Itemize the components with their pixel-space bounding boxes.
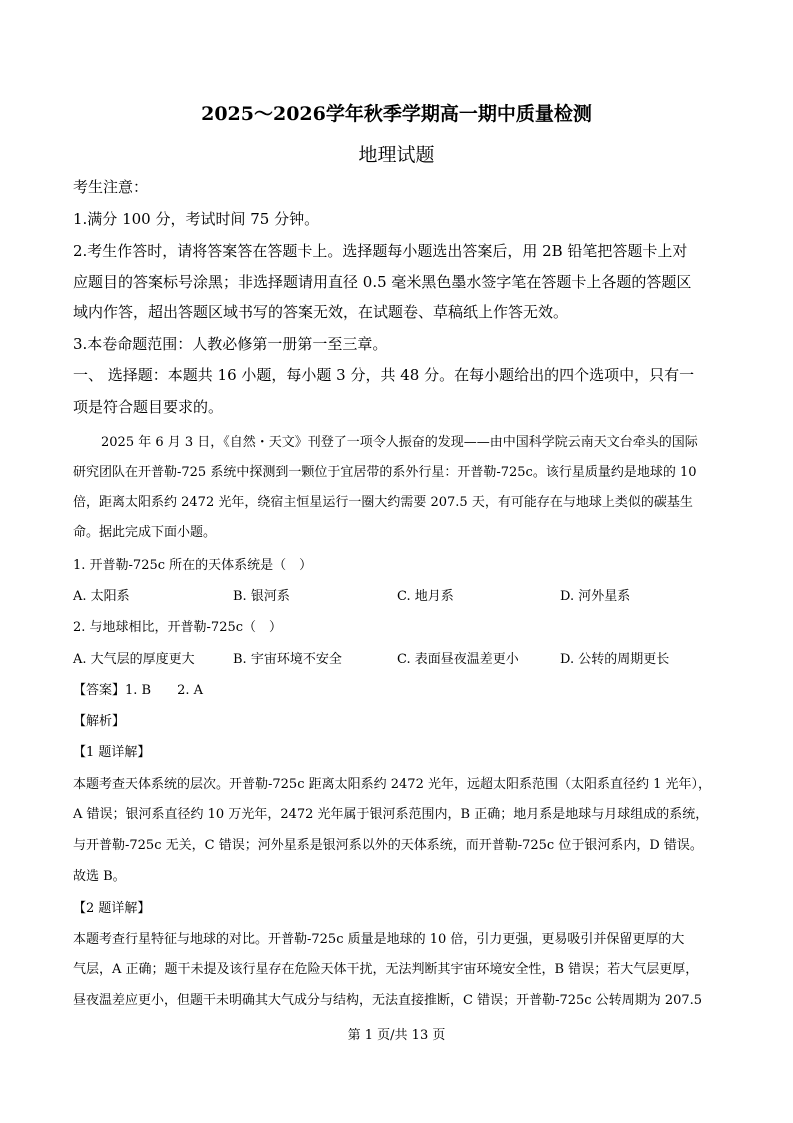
question-2-option-d: D. 公转的周期更长	[560, 652, 670, 667]
question-2-stem: 2. 与地球相比，开普勒-725c（ ）	[73, 620, 283, 635]
notice-item-2-line-3: 域内作答，超出答题区域书写的答案无效，在试题卷、草稿纸上作答无效。	[73, 303, 569, 321]
notice-item-2-line-2: 应题目的答案标号涂黑；非选择题请用直径 0.5 毫米黑色墨水签字笔在答题卡上各题的答题区	[73, 273, 692, 291]
analysis-label: 【解析】	[73, 714, 126, 729]
answer-values: 1. B 2. A	[125, 683, 204, 698]
detail-2-heading: 【2 题详解】	[73, 901, 151, 916]
question-1-option-b: B. 银河系	[233, 589, 290, 604]
passage-line-2: 研究团队在开普勒-725 系统中探测到一颗位于宜居带的系外行星：开普勒-725c。该行星质量约是地球的 10	[73, 465, 697, 480]
notice-item-2-line-1: 2.考生作答时，请将答案答在答题卡上。选择题每小题选出答案后，用 2B 铅笔把答题卡上对	[73, 242, 688, 260]
detail-2-line-3: 昼夜温差应更小，但题干未明确其大气成分与结构，无法直接推断，C 错误；开普勒-725c 公转周期为 207.5	[73, 993, 703, 1008]
detail-2-line-2: 气层，A 正确；题干未提及该行星存在危险天体干扰，无法判断其宇宙环境安全性，B 错误；若大气层更厚，	[73, 962, 699, 977]
question-1-stem: 1. 开普勒-725c 所在的天体系统是（ ）	[73, 558, 313, 573]
detail-1-line-2: A 错误；银河系直径约 10 万光年，2472 光年属于银河系范围内，B 正确；地月系是地球与月球组成的系统，	[73, 807, 709, 822]
answer-label: 【答案】	[73, 683, 126, 698]
exam-title: 2025～2026学年秋季学期高一期中质量检测	[201, 103, 592, 125]
question-2-option-c: C. 表面昼夜温差更小	[397, 652, 519, 667]
detail-1-line-4: 故选 B。	[73, 869, 126, 884]
section-heading-line-2: 项是符合题目要求的。	[73, 398, 224, 416]
notice-heading: 考生注意：	[73, 178, 149, 196]
notice-item-3: 3.本卷命题范围：人教必修第一册第一至三章。	[73, 335, 388, 353]
question-2-option-a: A. 大气层的厚度更大	[73, 652, 195, 667]
detail-2-line-1: 本题考查行星特征与地球的对比。开普勒-725c 质量是地球的 10 倍，引力更强，更易吸引并保留更厚的大	[73, 932, 685, 947]
answer-row	[73, 679, 203, 698]
question-1-option-d: D. 河外星系	[560, 589, 631, 604]
passage-line-3: 倍，距离太阳系约 2472 光年，绕宿主恒星运行一圈大约需要 207.5 天，有可能存在与地球上类似的碳基生	[73, 495, 693, 510]
question-2-option-b: B. 宇宙环境不安全	[233, 652, 342, 667]
question-1-option-c: C. 地月系	[397, 589, 454, 604]
passage-line-4: 命。据此完成下面小题。	[73, 525, 217, 540]
page-footer: 第 1 页/共 13 页	[347, 1028, 446, 1043]
subject-title: 地理试题	[358, 144, 435, 166]
detail-1-line-1: 本题考查天体系统的层次。开普勒-725c 距离太阳系约 2472 光年，远超太阳系范围（太阳系直径约 1 光年），	[73, 777, 712, 792]
detail-1-heading: 【1 题详解】	[73, 745, 151, 760]
detail-1-line-3: 与开普勒-725c 无关，C 错误；河外星系是银河系以外的天体系统，而开普勒-725c 位于银河系内，D 错误。	[73, 838, 703, 853]
question-1-option-a: A. 太阳系	[73, 589, 130, 604]
section-heading-line-1: 一、 选择题：本题共 16 小题，每小题 3 分，共 48 分。在每小题给出的四个选项中，只有一	[73, 366, 695, 384]
notice-item-1: 1.满分 100 分，考试时间 75 分钟。	[73, 210, 320, 228]
passage-line-1: 2025 年 6 月 3 日，《自然・天文》刊登了一项令人振奋的发现——由中国科学院云南天文台牵头的国际	[101, 435, 698, 450]
